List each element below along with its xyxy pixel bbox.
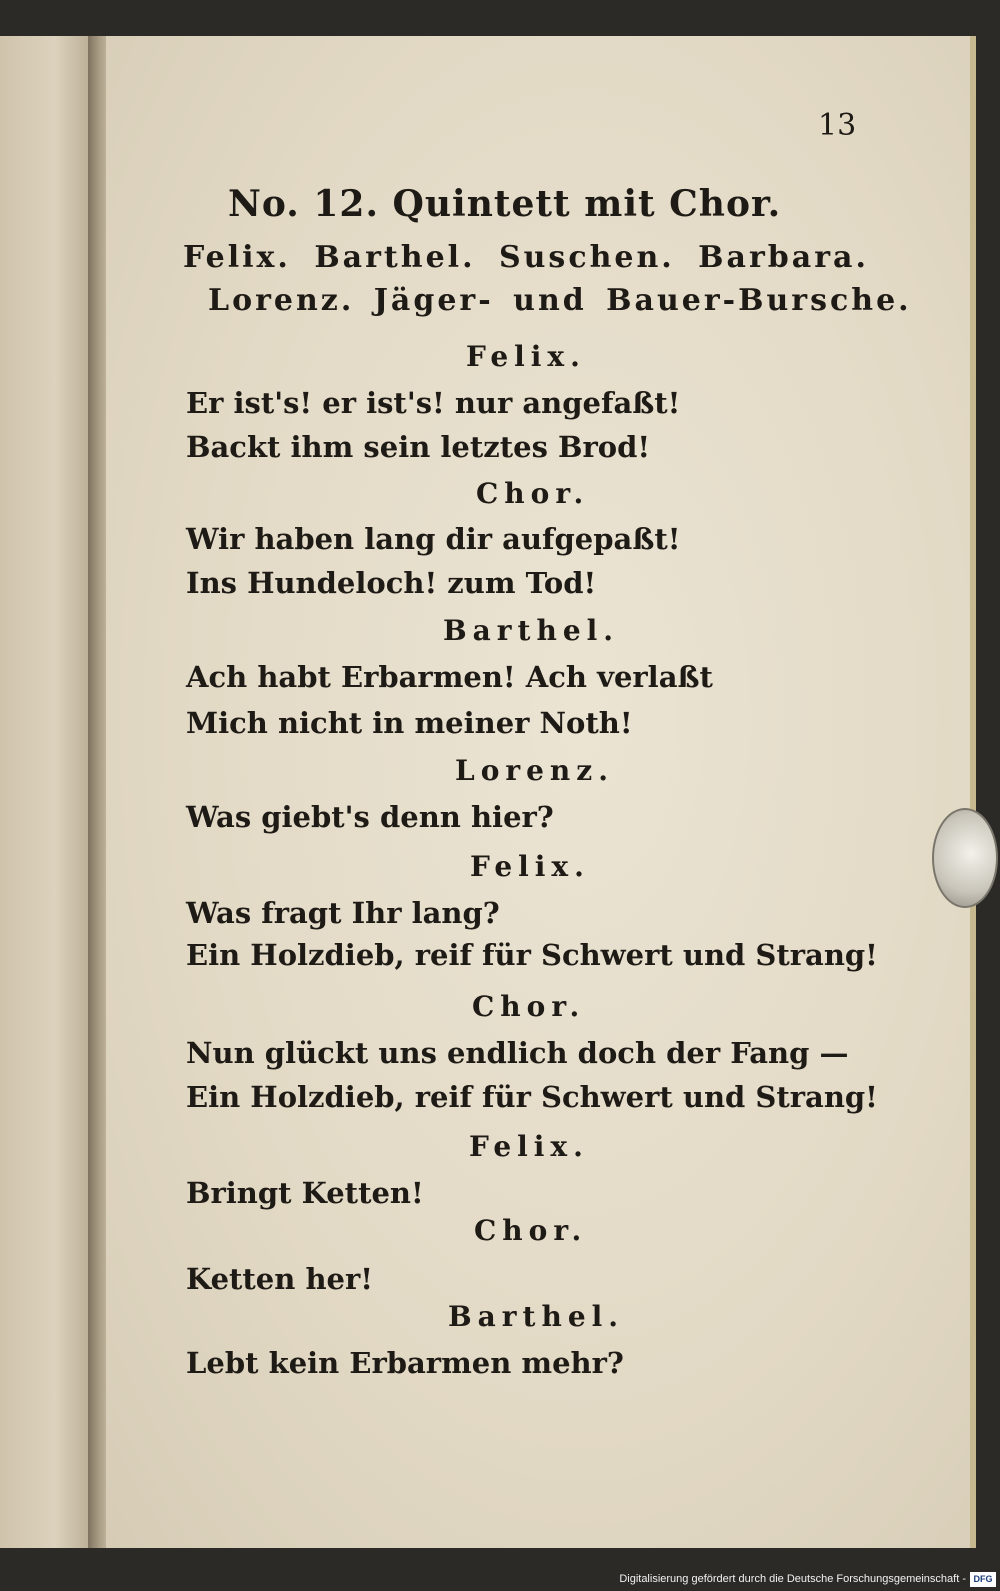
verse-line: Was giebt's denn hier? [186,800,554,834]
speaker-name: Felix. [470,850,590,883]
verse-line: Wir haben lang dir aufgepaßt! [186,522,681,556]
dfg-logo: DFG [970,1572,996,1587]
speaker-name: Lorenz. [455,754,614,787]
speaker-name: Chor. [472,990,586,1023]
verse-line: Ins Hundeloch! zum Tod! [186,566,597,600]
speaker-name: Chor. [476,477,590,510]
verse-line: Bringt Ketten! [186,1176,424,1210]
verse-line: Ein Holzdieb, reif für Schwert und Strang! [186,1080,878,1114]
verse-line: Mich nicht in meiner Noth! [186,706,633,740]
digitization-credit [600,1568,1000,1591]
verse-line: Lebt kein Erbarmen mehr? [186,1346,624,1380]
speaker-name: Felix. [466,340,586,373]
verse-line: Was fragt Ihr lang? [186,896,500,930]
verse-line: Backt ihm sein letztes Brod! [186,430,651,464]
speaker-name: Felix. [469,1130,589,1163]
speaker-name: Chor. [474,1214,588,1247]
cast-list-line-1: Felix. Barthel. Suschen. Barbara. [183,240,869,275]
speaker-name: Barthel. [448,1300,625,1333]
page-number: 13 [818,108,857,143]
page-clip [932,808,998,908]
verse-line: Er ist's! er ist's! nur angefaßt! [186,386,681,420]
verse-line: Ach habt Erbarmen! Ach verlaßt [186,660,713,694]
left-page-edge [0,36,92,1548]
verse-line: Ketten her! [186,1262,373,1296]
credit-text: Digitalisierung gefördert durch die Deutsche Forschungsgemeinschaft - [619,1573,966,1585]
verse-line: Ein Holzdieb, reif für Schwert und Strang! [186,938,878,972]
section-title: No. 12. Quintett mit Chor. [228,183,782,225]
speaker-name: Barthel. [443,614,620,647]
cast-list-line-2: Lorenz. Jäger- und Bauer-Bursche. [208,283,912,318]
verse-line: Nun glückt uns endlich doch der Fang — [186,1036,849,1070]
